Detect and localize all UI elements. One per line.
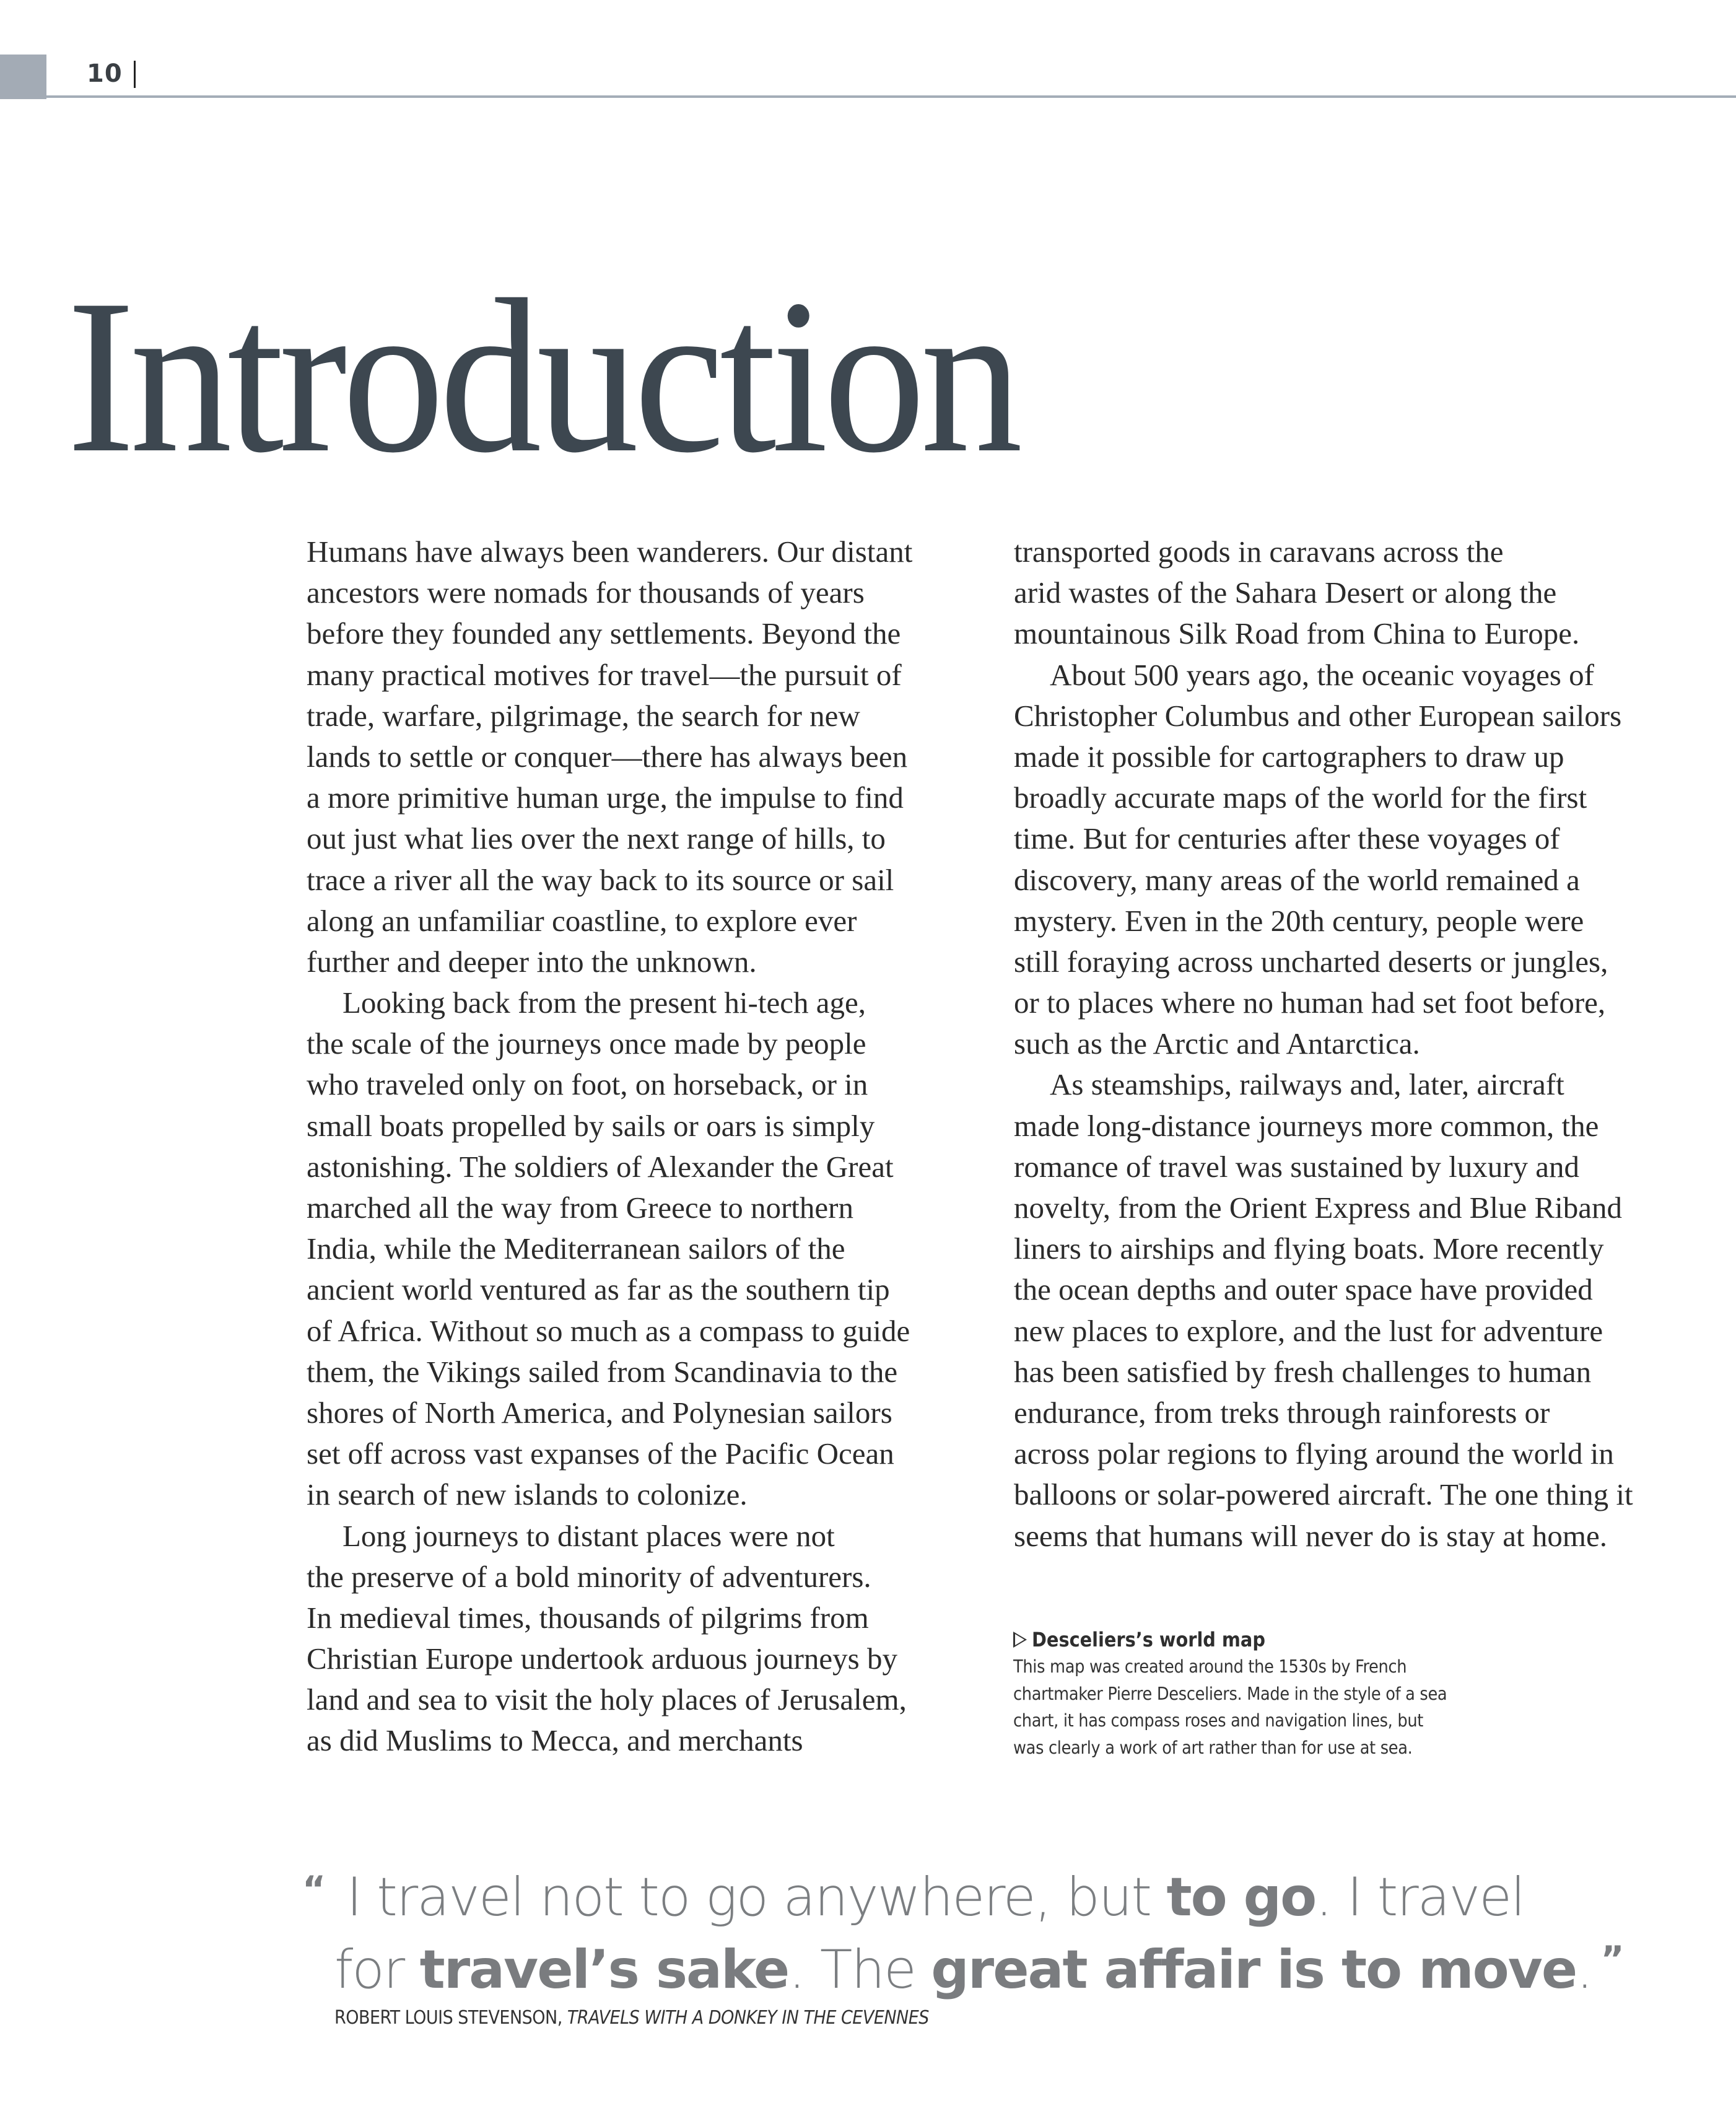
body-text-line: ancestors were nomads for thousands of years	[307, 575, 865, 610]
body-text-line: across polar regions to flying around the world in	[1014, 1436, 1614, 1471]
body-column-right	[1014, 531, 1708, 1557]
attribution-work: TRAVELS WITH A DONKEY IN THE CEVENNES	[567, 2007, 929, 2029]
quote-text: I travel not to go anywhere, but	[346, 1866, 1167, 1928]
body-text-line: mystery. Even in the 20th century, people were	[1014, 903, 1584, 938]
body-text-line: set off across vast expanses of the Pacific Ocean	[307, 1436, 894, 1471]
body-text-line: as did Muslims to Mecca, and merchants	[307, 1723, 803, 1758]
body-text-line: the ocean depths and outer space have provided	[1014, 1272, 1593, 1307]
page-tab-accent	[0, 55, 46, 99]
caption-line: chart, it has compass roses and navigation lines, but	[1013, 1710, 1424, 1731]
body-text-line: endurance, from treks through rainforests or	[1014, 1395, 1550, 1430]
open-quote-mark: “	[302, 1868, 324, 1910]
caption-title: Desceliers’s world map	[1032, 1628, 1265, 1651]
quote-line-2	[302, 1928, 1622, 2001]
header-rule	[46, 95, 1736, 98]
page-title: Introduction	[67, 254, 1018, 499]
body-text-line: marched all the way from Greece to northern	[307, 1191, 853, 1225]
body-text-line: still foraying across uncharted deserts or jungles,	[1014, 944, 1608, 979]
body-text-line: trade, warfare, pilgrimage, the search for new	[307, 698, 860, 733]
body-text-line: them, the Vikings sailed from Scandinavia to the	[307, 1354, 898, 1389]
body-text-line: Christian Europe undertook arduous journeys by	[307, 1642, 897, 1676]
body-text-line: lands to settle or conquer—there has always been	[307, 739, 908, 774]
body-text-line: novelty, from the Orient Express and Blue Riband	[1014, 1191, 1623, 1225]
body-text-line: in search of new islands to colonize.	[307, 1477, 748, 1512]
body-text-line: transported goods in caravans across the	[1014, 535, 1504, 569]
body-text-line: the scale of the journeys once made by people	[307, 1026, 866, 1061]
quote-emphasis: great affair is to move	[931, 1939, 1577, 2001]
image-caption	[1013, 1626, 1546, 1761]
body-text-line: discovery, many areas of the world remained a	[1014, 862, 1580, 897]
body-text-line: or to places where no human had set foot before,	[1014, 986, 1606, 1020]
body-text-line: time. But for centuries after these voyages of	[1014, 821, 1560, 856]
body-text-line: broadly accurate maps of the world for the first	[1014, 780, 1587, 815]
close-quote-mark: ”	[1600, 1938, 1622, 1980]
body-text-line: India, while the Mediterranean sailors of the	[307, 1231, 845, 1266]
caption-title-row	[1013, 1626, 1546, 1653]
body-text-line: made long-distance journeys more common, the	[1014, 1108, 1599, 1143]
body-text-line: Long journeys to distant places were not	[342, 1518, 835, 1553]
body-text-line: About 500 years ago, the oceanic voyages of	[1050, 657, 1594, 692]
body-text-line: has been satisfied by fresh challenges to human	[1014, 1354, 1592, 1389]
body-text-line: Humans have always been wanderers. Our distant	[307, 535, 913, 569]
caption-line: was clearly a work of art rather than for use at sea.	[1013, 1737, 1413, 1758]
page-number-divider	[134, 61, 136, 88]
quote-attribution	[334, 2007, 929, 2029]
quote-emphasis: to go	[1166, 1866, 1316, 1928]
body-text-line: Looking back from the present hi-tech age,	[342, 986, 866, 1020]
body-text-line: further and deeper into the unknown.	[307, 944, 757, 979]
body-text-line: seems that humans will never do is stay at home.	[1014, 1518, 1608, 1553]
body-text-line: romance of travel was sustained by luxury and	[1014, 1149, 1580, 1184]
body-text-line: balloons or solar-powered aircraft. The one thing it	[1014, 1477, 1633, 1512]
body-text-line: In medieval times, thousands of pilgrims from	[307, 1600, 869, 1635]
quote-text: for	[334, 1939, 420, 2001]
triangle-right-icon	[1013, 1632, 1027, 1648]
body-text-line: many practical motives for travel—the pursuit of	[307, 657, 902, 692]
body-text-line: along an unfamiliar coastline, to explore ever	[307, 903, 857, 938]
body-text-line: such as the Arctic and Antarctica.	[1014, 1026, 1420, 1061]
quote-line-1	[302, 1858, 1525, 1928]
body-text-line: Christopher Columbus and other European sailors	[1014, 698, 1622, 733]
body-text-line: out just what lies over the next range of hills, to	[307, 821, 886, 856]
body-text-line: new places to explore, and the lust for adventure	[1014, 1313, 1603, 1348]
body-text-line: of Africa. Without so much as a compass to guide	[307, 1313, 910, 1348]
quote-text: .	[1576, 1939, 1592, 2001]
body-text-line: land and sea to visit the holy places of Jerusalem,	[307, 1682, 907, 1717]
body-text-line: made it possible for cartographers to draw up	[1014, 739, 1564, 774]
body-column-left	[307, 531, 994, 1762]
body-text-line: before they founded any settlements. Beyond the	[307, 616, 901, 651]
caption-line: This map was created around the 1530s by French	[1013, 1656, 1407, 1677]
body-text-line: who traveled only on foot, on horseback, or in	[307, 1067, 868, 1102]
quote-text: . The	[788, 1939, 931, 2001]
body-text-line: small boats propelled by sails or oars is simply	[307, 1108, 875, 1143]
body-text-line: arid wastes of the Sahara Desert or along the	[1014, 575, 1557, 610]
body-text-line: the preserve of a bold minority of adventurers.	[307, 1559, 871, 1594]
body-text-line: mountainous Silk Road from China to Europe.	[1014, 616, 1580, 651]
attribution-author: ROBERT LOUIS STEVENSON,	[334, 2007, 567, 2029]
body-text-line: shores of North America, and Polynesian sailors	[307, 1395, 892, 1430]
body-text-line: trace a river all the way back to its source or sail	[307, 862, 894, 897]
pull-quote	[302, 1858, 1622, 2001]
body-text-line: astonishing. The soldiers of Alexander the Great	[307, 1149, 894, 1184]
quote-text: . I travel	[1315, 1866, 1525, 1928]
caption-line: chartmaker Pierre Desceliers. Made in the style of a sea	[1013, 1683, 1447, 1704]
body-text-line: As steamships, railways and, later, aircraft	[1050, 1067, 1564, 1102]
page-number: 10	[87, 59, 123, 88]
body-text-line: liners to airships and flying boats. More recently	[1014, 1231, 1604, 1266]
body-text-line: ancient world ventured as far as the southern tip	[307, 1272, 890, 1307]
quote-emphasis: travel’s sake	[419, 1939, 789, 2001]
body-text-line: a more primitive human urge, the impulse to find	[307, 780, 904, 815]
